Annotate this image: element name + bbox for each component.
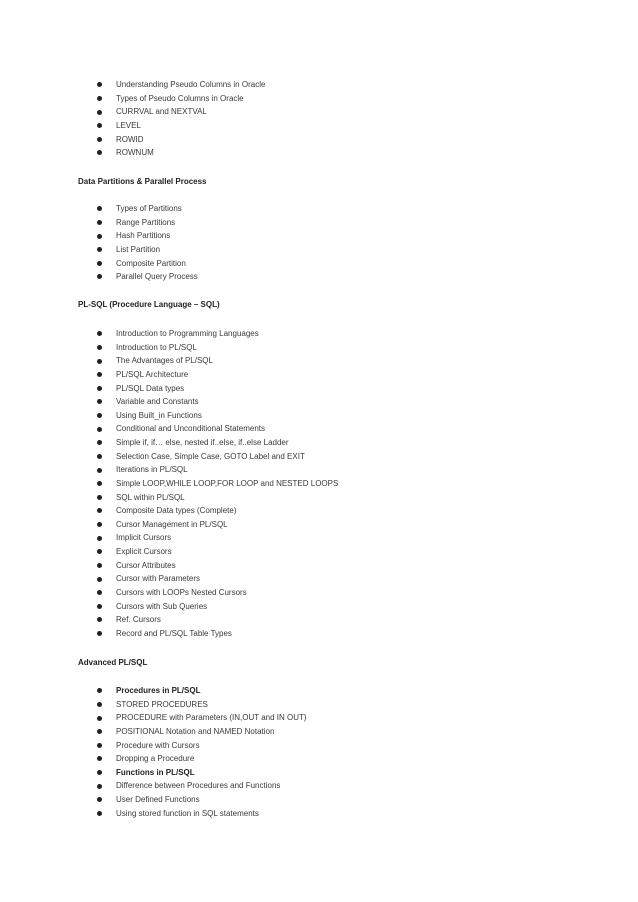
bullet-icon — [97, 372, 102, 377]
bullet-icon — [97, 590, 102, 595]
list-item-label: STORED PROCEDURES — [116, 699, 208, 709]
list-item-label: Range Partitions — [116, 217, 176, 227]
list-item-label: Introduction to Programming Languages — [116, 329, 259, 338]
list-item-label: User Defined Functions — [116, 795, 200, 804]
list-item-label: Ref. Cursors — [116, 615, 161, 625]
bullet-icon — [97, 123, 102, 128]
section-heading-partitions: Data Partitions & Parallel Process — [78, 177, 207, 186]
list-item-label: Procedure with Cursors — [116, 740, 200, 750]
list-item-label: Using stored function in SQL statements — [116, 808, 259, 818]
list-item-label: CURRVAL and NEXTVAL — [116, 107, 207, 117]
list-item-label: Difference between Procedures and Functions — [116, 781, 281, 791]
list-item-label: Cursor Management in PL/SQL — [116, 519, 228, 529]
bullet-icon — [97, 770, 102, 775]
bullet-icon — [97, 702, 102, 707]
list-item-label: Using Built_in Functions — [116, 410, 202, 420]
list-item-label: LEVEL — [116, 120, 141, 130]
bullet-icon — [97, 331, 102, 336]
bullet-icon — [97, 261, 102, 266]
list-item-label: Cursors with Sub Queries — [116, 601, 208, 611]
bullet-icon — [97, 784, 102, 789]
bullet-icon — [97, 797, 102, 802]
bullet-icon — [97, 96, 102, 101]
bullet-icon — [97, 811, 102, 816]
list-item-label: Procedures in PL/SQL — [116, 686, 201, 695]
section-heading-advanced-plsql: Advanced PL/SQL — [78, 658, 148, 667]
list-item-label: Types of Pseudo Columns in Oracle — [116, 93, 244, 103]
list-item-label: Simple if, if… else, nested if..else, if..else Ladder — [116, 438, 289, 447]
list-item-label: Selection Case, Simple Case, GOTO Label and EXIT — [116, 451, 305, 461]
bullet-icon — [97, 563, 102, 568]
list-item-label: List Partition — [116, 244, 161, 254]
list-item-label: Simple LOOP,WHILE LOOP,FOR LOOP and NESTED LOOPS — [116, 478, 339, 488]
list-item-label: ROWNUM — [116, 148, 154, 158]
bullet-icon — [97, 427, 102, 432]
bullet-icon — [97, 386, 102, 391]
list-item-label: Understanding Pseudo Columns in Oracle — [116, 80, 266, 89]
bullet-icon — [97, 82, 102, 87]
list-item-label: Implicit Cursors — [116, 533, 172, 543]
bullet-icon — [97, 577, 102, 582]
list-item-label: Functions in PL/SQL — [116, 767, 195, 777]
list-item-label: SQL within PL/SQL — [116, 492, 185, 502]
bullet-icon — [97, 137, 102, 142]
list-item-label: Cursors with LOOPs Nested Cursors — [116, 587, 247, 597]
list-item-label: Conditional and Unconditional Statements — [116, 424, 265, 434]
list-item-label: Record and PL/SQL Table Types — [116, 628, 232, 638]
bullet-icon — [97, 359, 102, 364]
list-item-label: Cursor with Parameters — [116, 574, 201, 584]
bullet-icon — [97, 234, 102, 239]
bullet-icon — [97, 454, 102, 459]
bullet-icon — [97, 468, 102, 473]
bullet-icon — [97, 549, 102, 554]
bullet-icon — [97, 247, 102, 252]
list-item-label: The Advantages of PL/SQL — [116, 356, 213, 366]
list-item-label: Composite Partition — [116, 258, 186, 268]
list-item-label: PL/SQL Data types — [116, 383, 185, 393]
list-item-label: PL/SQL Architecture — [116, 369, 189, 379]
bullet-icon — [97, 729, 102, 734]
bullet-icon — [97, 716, 102, 721]
list-item-label: Explicit Cursors — [116, 547, 172, 556]
bullet-icon — [97, 150, 102, 155]
list-item-label: ROWID — [116, 134, 144, 144]
list-item-label: POSITIONAL Notation and NAMED Notation — [116, 726, 275, 736]
bullet-icon — [97, 110, 102, 115]
bullet-icon — [97, 688, 102, 693]
bullet-icon — [97, 481, 102, 486]
list-item-label: PROCEDURE with Parameters (IN,OUT and IN OUT) — [116, 713, 307, 723]
bullet-icon — [97, 617, 102, 622]
list-item-label: Cursor Attributes — [116, 560, 176, 570]
bullet-icon — [97, 743, 102, 748]
bullet-icon — [97, 220, 102, 225]
bullet-icon — [97, 522, 102, 527]
list-item-label: Iterations in PL/SQL — [116, 465, 188, 475]
bullet-icon — [97, 274, 102, 279]
bullet-icon — [97, 440, 102, 445]
bullet-icon — [97, 631, 102, 636]
section-heading-plsql: PL-SQL (Procedure Language – SQL) — [78, 300, 220, 309]
bullet-icon — [97, 604, 102, 609]
list-item-label: Hash Partitions — [116, 231, 171, 241]
bullet-icon — [97, 756, 102, 761]
list-item-label: Introduction to PL/SQL — [116, 342, 197, 352]
bullet-icon — [97, 399, 102, 404]
bullet-icon — [97, 536, 102, 541]
list-item-label: Variable and Constants — [116, 397, 199, 407]
list-item-label: Parallel Query Process — [116, 272, 198, 282]
list-item-label: Types of Partitions — [116, 204, 182, 213]
bullet-icon — [97, 413, 102, 418]
bullet-icon — [97, 508, 102, 513]
list-item-label: Dropping a Procedure — [116, 754, 195, 764]
bullet-icon — [97, 345, 102, 350]
list-item-label: Composite Data types (Complete) — [116, 506, 237, 516]
bullet-icon — [97, 495, 102, 500]
bullet-icon — [97, 206, 102, 211]
